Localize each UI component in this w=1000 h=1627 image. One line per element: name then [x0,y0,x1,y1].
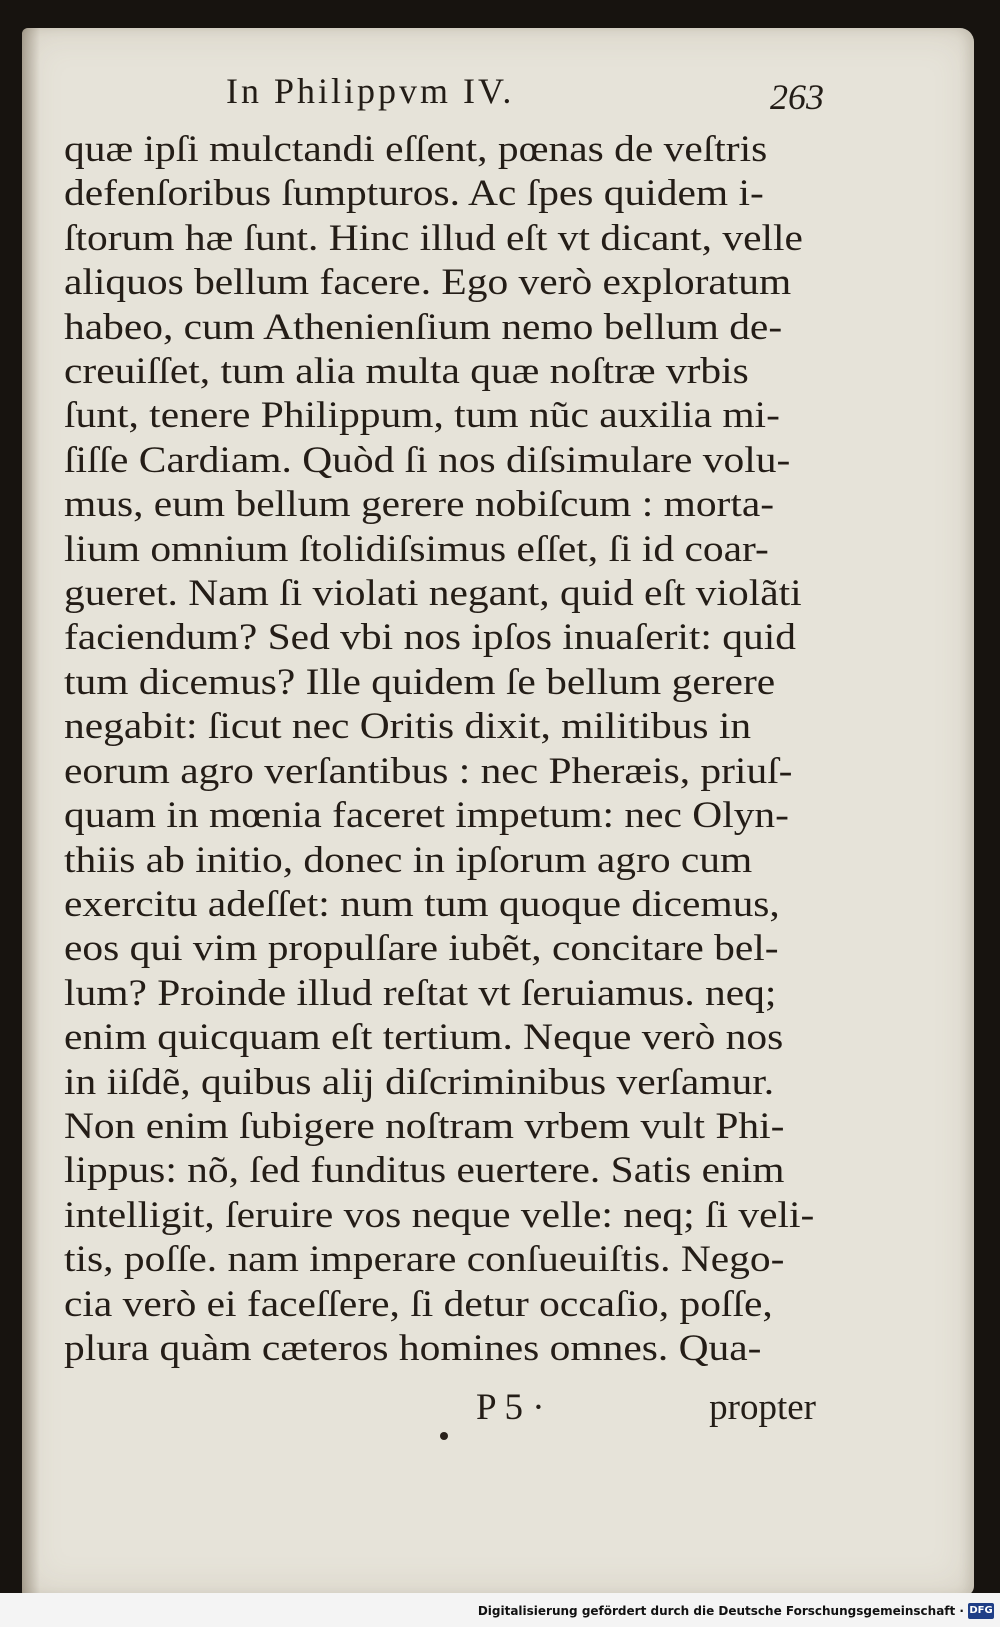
text-line: lium omnium ſtolidiſsimus eſſet, ſi id coar- [64,528,769,570]
body-text [64,128,816,1371]
text-line: habeo, cum Athenienſium nemo bellum de- [64,306,783,348]
text-line: gueret. Nam ſi violati negant, quid eſt violãti [64,573,802,615]
text-line: aliquos bellum facere. Ego verò exploratum [64,262,792,304]
text-line: tum dicemus? Ille quidem ſe bellum gerere [64,661,776,703]
text-line: ſtorum hæ ſunt. Hinc illud eſt vt dicant, velle [64,217,803,259]
digitization-footer [0,1593,1000,1627]
dfg-logo-icon: DFG [968,1603,994,1619]
text-line: quæ ipſi mulctandi eſſent, pœnas de veſtris [64,129,768,170]
text-line: eos qui vim propulſare iubẽt, concitare bel- [64,928,779,970]
text-line: defenſoribus ſumpturos. Ac ſpes quidem i- [64,173,764,215]
text-line: cia verò ei faceſſere, ſi detur occaſio, poſſe, [64,1283,773,1325]
text-line: Non enim ſubigere noſtram vrbem vult Phi- [64,1105,785,1147]
text-line: plura quàm cæteros homines omnes. Qua- [64,1327,762,1369]
text-line: eorum agro verſantibus : nec Pheræis, priuſ- [64,750,793,792]
text-line: enim quicquam eſt tertium. Neque verò nos [64,1017,784,1059]
text-line: tis, poſſe. nam imperare conſueuiſtis. Nego- [64,1239,785,1281]
text-line: in iiſdẽ, quibus alij diſcriminibus verſamur. [64,1061,775,1103]
text-line: negabit: ſicut nec Oritis dixit, militibus in [64,706,752,748]
catchword: propter [709,1387,816,1428]
text-line: creuiſſet, tum alia multa quæ noſtræ vrbis [64,351,749,393]
ink-spot [440,1432,448,1440]
running-head: In Philippvm IV. [226,71,515,111]
text-line: mus, eum bellum gerere nobiſcum : morta- [64,484,775,526]
funding-credit: Digitalisierung gefördert durch die Deutsche Forschungsgemeinschaft · [477,1604,964,1618]
text-line: quam in mœnia faceret impetum: nec Olyn- [64,795,789,837]
page-gutter-shadow [22,28,40,1596]
text-line: lum? Proinde illud reſtat vt ſeruiamus. neq; [64,972,777,1014]
text-line: lippus: nõ, ſed funditus euertere. Satis enim [64,1150,785,1192]
signature-mark: P 5 · [476,1387,545,1428]
text-line: exercitu adeſſet: num tum quoque dicemus, [64,883,780,925]
text-line: ſunt, tenere Philippum, tum nũc auxilia mi- [64,395,780,437]
page-number: 263 [770,77,824,117]
page-foot-line [476,1386,816,1434]
text-line: ſiſſe Cardiam. Quòd ſi nos diſsimulare volu- [64,439,791,481]
text-line: intelligit, ſeruire vos neque velle: neq; ſi veli- [64,1194,815,1236]
text-line: faciendum? Sed vbi nos ipſos inuaſerit: quid [64,617,796,659]
text-line: thiis ab initio, donec in ipſorum agro cum [64,839,753,881]
